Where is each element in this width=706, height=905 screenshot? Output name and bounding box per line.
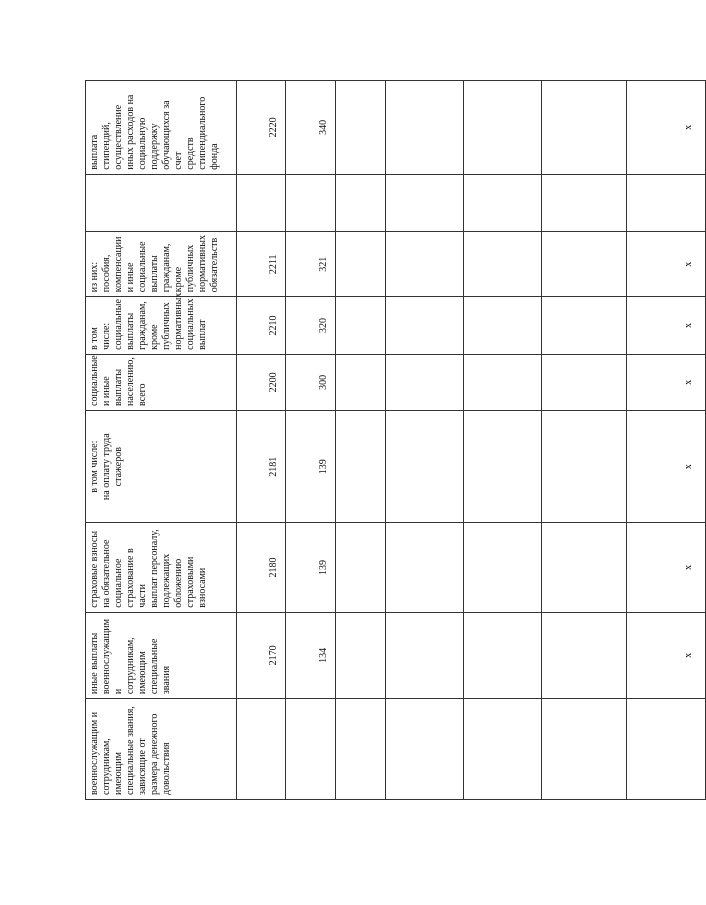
empty-cell [386, 411, 464, 523]
empty-cell [542, 699, 627, 800]
empty-cell [336, 232, 386, 297]
empty-cell [386, 81, 464, 175]
empty-cell [336, 354, 386, 410]
line-code [237, 699, 286, 800]
x-mark: x [627, 354, 706, 410]
kbk-code [286, 699, 336, 800]
empty-cell [386, 612, 464, 698]
empty-cell [336, 297, 386, 355]
table-row [464, 81, 542, 800]
table-row [542, 81, 627, 800]
empty-cell [464, 174, 542, 232]
table-row [386, 81, 464, 800]
kbk-code: 320 [286, 297, 336, 355]
empty-cell [386, 297, 464, 355]
line-code: 2180 [237, 523, 286, 612]
x-mark: x [627, 523, 706, 612]
row-name: социальные и иные выплаты населению, всего [86, 354, 237, 410]
empty-cell [386, 699, 464, 800]
empty-cell [464, 354, 542, 410]
empty-cell [464, 232, 542, 297]
kbk-code: 139 [286, 411, 336, 523]
line-code: 2210 [237, 297, 286, 355]
line-code: 2181 [237, 411, 286, 523]
empty-cell [464, 297, 542, 355]
empty-cell [464, 81, 542, 175]
budget-table [85, 80, 706, 800]
row-name: иные выплаты военнослужащим и сотрудникам, имеющим специальные звания [86, 612, 237, 698]
line-code: 2200 [237, 354, 286, 410]
empty-cell [336, 699, 386, 800]
empty-cell [542, 81, 627, 175]
empty-cell [386, 232, 464, 297]
x-mark: x [627, 612, 706, 698]
x-mark: x [627, 81, 706, 175]
line-code [237, 174, 286, 232]
x-mark [627, 699, 706, 800]
row-name [86, 174, 237, 232]
kbk-code: 139 [286, 523, 336, 612]
rotated-table-wrapper [85, 80, 694, 800]
empty-cell [386, 174, 464, 232]
table-row [86, 81, 237, 800]
empty-cell [464, 411, 542, 523]
line-code: 2220 [237, 81, 286, 175]
empty-cell [542, 411, 627, 523]
row-name: из них: пособия, компенсации и иные социальные выплаты гражданам, кроме публичных нормативных обязательств [86, 232, 237, 297]
kbk-code: 300 [286, 354, 336, 410]
empty-cell [542, 612, 627, 698]
table-row [237, 81, 286, 800]
empty-cell [464, 523, 542, 612]
empty-cell [336, 612, 386, 698]
empty-cell [464, 699, 542, 800]
empty-cell [336, 523, 386, 612]
row-name: в том числе: социальные выплаты гражданам, кроме публичных нормативных социальных выплат [86, 297, 237, 355]
empty-cell [386, 354, 464, 410]
empty-cell [542, 297, 627, 355]
empty-cell [336, 174, 386, 232]
table-row [627, 81, 706, 800]
x-mark [627, 174, 706, 232]
empty-cell [542, 523, 627, 612]
kbk-code: 321 [286, 232, 336, 297]
empty-cell [386, 523, 464, 612]
row-name: в том числе: на оплату труда стажеров [86, 411, 237, 523]
empty-cell [542, 174, 627, 232]
row-name: выплата стипендий, осуществление иных расходов на социальную поддержку обучающихся за счет средств стипендиального фонда [86, 81, 237, 175]
kbk-code: 134 [286, 612, 336, 698]
table-row [336, 81, 386, 800]
x-mark: x [627, 232, 706, 297]
x-mark: x [627, 411, 706, 523]
x-mark: x [627, 297, 706, 355]
empty-cell [542, 354, 627, 410]
line-code: 2211 [237, 232, 286, 297]
empty-cell [542, 232, 627, 297]
empty-cell [336, 411, 386, 523]
kbk-code [286, 174, 336, 232]
row-name: военнослужащим и сотрудникам, имеющим специальные звания, зависящие от размера денежного довольствия [86, 699, 237, 800]
row-name: страховые взносы на обязательное социальное страхование в части выплат персоналу, подлежащих обложению страховыми взносами [86, 523, 237, 612]
line-code: 2170 [237, 612, 286, 698]
empty-cell [336, 81, 386, 175]
kbk-code: 340 [286, 81, 336, 175]
empty-cell [464, 612, 542, 698]
table-row [286, 81, 336, 800]
